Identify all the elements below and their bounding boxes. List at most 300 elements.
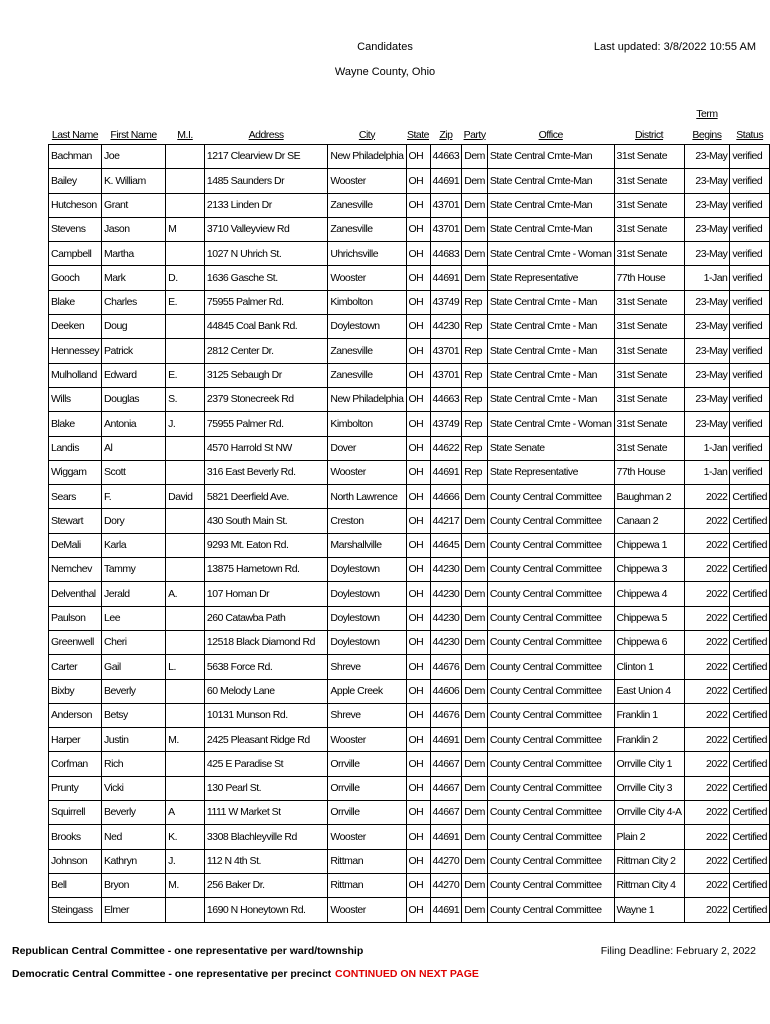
status-cell: Certified (730, 728, 770, 752)
party-cell: Dem (462, 630, 488, 654)
status-cell: verified (730, 460, 770, 484)
zip-cell: 43701 (430, 363, 462, 387)
term-begins-cell: 2022 (684, 509, 730, 533)
first-name-cell: Karla (102, 533, 166, 557)
status-cell: verified (730, 412, 770, 436)
mi-cell (166, 679, 205, 703)
status-cell: Certified (730, 606, 770, 630)
table-header-row (49, 94, 770, 145)
document-title: Candidates (357, 41, 413, 53)
republican-committee-note: Republican Central Committee - one representative per ward/township (12, 945, 364, 957)
last-updated-label: Last updated: 3/8/2022 10:55 AM (593, 41, 756, 53)
office-cell: County Central Committee (487, 898, 614, 922)
zip-cell: 44230 (430, 582, 462, 606)
mi-cell: A (166, 801, 205, 825)
table-row (49, 533, 770, 557)
table-row (49, 290, 770, 314)
party-cell: Dem (462, 752, 488, 776)
last-name-cell: Blake (49, 290, 102, 314)
district-cell: Rittman City 4 (614, 873, 684, 897)
first-name-cell: Justin (102, 728, 166, 752)
party-cell: Rep (462, 412, 488, 436)
district-cell: Baughman 2 (614, 485, 684, 509)
city-cell: Wooster (328, 728, 406, 752)
city-cell: Doylestown (328, 315, 406, 339)
party-cell: Dem (462, 582, 488, 606)
mi-cell: E. (166, 363, 205, 387)
last-name-cell: Squirrell (49, 801, 102, 825)
zip-cell: 44270 (430, 849, 462, 873)
term-begins-cell: 2022 (684, 606, 730, 630)
address-cell: 1217 Clearview Dr SE (204, 145, 327, 169)
mi-cell (166, 145, 205, 169)
state-cell: OH (406, 606, 430, 630)
party-cell: Dem (462, 873, 488, 897)
state-cell: OH (406, 558, 430, 582)
state-cell: OH (406, 776, 430, 800)
office-cell: State Representative (487, 460, 614, 484)
mi-cell (166, 436, 205, 460)
office-cell: State Central Cmte-Man (487, 145, 614, 169)
address-cell: 112 N 4th St. (204, 849, 327, 873)
table-row (49, 412, 770, 436)
table-row (49, 630, 770, 654)
header-term-line2: Begins (692, 128, 722, 141)
first-name-cell: Elmer (102, 898, 166, 922)
table-row (49, 679, 770, 703)
district-cell: Chippewa 4 (614, 582, 684, 606)
state-cell: OH (406, 873, 430, 897)
status-cell: Certified (730, 898, 770, 922)
table-row (49, 169, 770, 193)
party-cell: Rep (462, 339, 488, 363)
city-cell: Shreve (328, 703, 406, 727)
city-cell: Zanesville (328, 363, 406, 387)
address-cell: 5821 Deerfield Ave. (204, 485, 327, 509)
table-row (49, 728, 770, 752)
first-name-cell: Al (102, 436, 166, 460)
zip-cell: 44666 (430, 485, 462, 509)
status-cell: verified (730, 290, 770, 314)
zip-cell: 44270 (430, 873, 462, 897)
zip-cell: 44230 (430, 606, 462, 630)
district-cell: Wayne 1 (614, 898, 684, 922)
party-cell: Rep (462, 436, 488, 460)
city-cell: Kimbolton (328, 412, 406, 436)
office-cell: State Central Cmte - Man (487, 290, 614, 314)
state-cell: OH (406, 582, 430, 606)
first-name-cell: Antonia (102, 412, 166, 436)
zip-cell: 44663 (430, 145, 462, 169)
table-row (49, 825, 770, 849)
district-cell: 31st Senate (614, 387, 684, 411)
party-cell: Dem (462, 509, 488, 533)
term-begins-cell: 2022 (684, 655, 730, 679)
office-cell: State Central Cmte - Man (487, 315, 614, 339)
address-cell: 12518 Black Diamond Rd (204, 630, 327, 654)
last-name-cell: DeMali (49, 533, 102, 557)
party-cell: Dem (462, 217, 488, 241)
city-cell: Zanesville (328, 193, 406, 217)
office-cell: County Central Committee (487, 582, 614, 606)
district-cell: Chippewa 1 (614, 533, 684, 557)
party-cell: Dem (462, 558, 488, 582)
state-cell: OH (406, 242, 430, 266)
address-cell: 2133 Linden Dr (204, 193, 327, 217)
mi-cell: K. (166, 825, 205, 849)
zip-cell: 44691 (430, 169, 462, 193)
office-cell: County Central Committee (487, 752, 614, 776)
first-name-cell: Jason (102, 217, 166, 241)
city-cell: Wooster (328, 898, 406, 922)
table-row (49, 509, 770, 533)
mi-cell (166, 776, 205, 800)
header-last-name: Last Name (51, 128, 99, 141)
party-cell: Rep (462, 363, 488, 387)
party-cell: Dem (462, 655, 488, 679)
last-name-cell: Campbell (49, 242, 102, 266)
party-cell: Dem (462, 533, 488, 557)
first-name-cell: Patrick (102, 339, 166, 363)
last-name-cell: Anderson (49, 703, 102, 727)
term-begins-cell: 23-May (684, 315, 730, 339)
city-cell: Wooster (328, 825, 406, 849)
address-cell: 430 South Main St. (204, 509, 327, 533)
address-cell: 5638 Force Rd. (204, 655, 327, 679)
first-name-cell: Ned (102, 825, 166, 849)
district-cell: Orrville City 4-A (614, 801, 684, 825)
last-name-cell: Hutcheson (49, 193, 102, 217)
term-begins-cell: 2022 (684, 776, 730, 800)
table-row (49, 242, 770, 266)
state-cell: OH (406, 898, 430, 922)
first-name-cell: Joe (102, 145, 166, 169)
table-row (49, 436, 770, 460)
office-cell: County Central Committee (487, 606, 614, 630)
table-row (49, 266, 770, 290)
zip-cell: 44667 (430, 776, 462, 800)
city-cell: Rittman (328, 873, 406, 897)
address-cell: 2425 Pleasant Ridge Rd (204, 728, 327, 752)
district-cell: 31st Senate (614, 242, 684, 266)
status-cell: verified (730, 145, 770, 169)
status-cell: Certified (730, 679, 770, 703)
city-cell: Orrville (328, 801, 406, 825)
office-cell: State Central Cmte - Woman (487, 412, 614, 436)
status-cell: verified (730, 315, 770, 339)
zip-cell: 44230 (430, 630, 462, 654)
status-cell: Certified (730, 801, 770, 825)
address-cell: 3308 Blachleyville Rd (204, 825, 327, 849)
office-cell: County Central Committee (487, 801, 614, 825)
first-name-cell: Edward (102, 363, 166, 387)
party-cell: Rep (462, 387, 488, 411)
continued-notice: CONTINUED ON NEXT PAGE (335, 968, 479, 980)
party-cell: Dem (462, 898, 488, 922)
district-cell: Franklin 2 (614, 728, 684, 752)
zip-cell: 44622 (430, 436, 462, 460)
zip-cell: 44691 (430, 266, 462, 290)
address-cell: 1636 Gasche St. (204, 266, 327, 290)
district-cell: Orrville City 1 (614, 752, 684, 776)
state-cell: OH (406, 752, 430, 776)
state-cell: OH (406, 363, 430, 387)
status-cell: Certified (730, 752, 770, 776)
status-cell: verified (730, 217, 770, 241)
zip-cell: 44691 (430, 460, 462, 484)
district-cell: 31st Senate (614, 315, 684, 339)
party-cell: Dem (462, 485, 488, 509)
office-cell: County Central Committee (487, 776, 614, 800)
status-cell: Certified (730, 849, 770, 873)
status-cell: verified (730, 387, 770, 411)
office-cell: State Representative (487, 266, 614, 290)
zip-cell: 43701 (430, 217, 462, 241)
status-cell: Certified (730, 873, 770, 897)
city-cell: North Lawrence (328, 485, 406, 509)
office-cell: County Central Committee (487, 533, 614, 557)
city-cell: Creston (328, 509, 406, 533)
district-cell: Chippewa 6 (614, 630, 684, 654)
zip-cell: 44645 (430, 533, 462, 557)
address-cell: 10131 Munson Rd. (204, 703, 327, 727)
last-name-cell: Wills (49, 387, 102, 411)
address-cell: 3125 Sebaugh Dr (204, 363, 327, 387)
city-cell: Wooster (328, 460, 406, 484)
mi-cell (166, 630, 205, 654)
zip-cell: 44691 (430, 825, 462, 849)
party-cell: Dem (462, 849, 488, 873)
mi-cell (166, 169, 205, 193)
last-name-cell: Bailey (49, 169, 102, 193)
zip-cell: 43701 (430, 193, 462, 217)
first-name-cell: Grant (102, 193, 166, 217)
city-cell: Zanesville (328, 339, 406, 363)
state-cell: OH (406, 485, 430, 509)
status-cell: Certified (730, 703, 770, 727)
party-cell: Dem (462, 266, 488, 290)
address-cell: 1485 Saunders Dr (204, 169, 327, 193)
office-cell: State Central Cmte - Man (487, 363, 614, 387)
table-row (49, 387, 770, 411)
city-cell: Shreve (328, 655, 406, 679)
state-cell: OH (406, 145, 430, 169)
status-cell: Certified (730, 582, 770, 606)
status-cell: Certified (730, 533, 770, 557)
address-cell: 130 Pearl St. (204, 776, 327, 800)
district-cell: 31st Senate (614, 339, 684, 363)
first-name-cell: Charles (102, 290, 166, 314)
header-mi: M.I. (177, 128, 193, 141)
zip-cell: 44676 (430, 655, 462, 679)
term-begins-cell: 23-May (684, 339, 730, 363)
first-name-cell: Bryon (102, 873, 166, 897)
header-first-name: First Name (110, 128, 157, 141)
header-district: District (634, 128, 664, 141)
mi-cell (166, 509, 205, 533)
status-cell: verified (730, 242, 770, 266)
term-begins-cell: 1-Jan (684, 460, 730, 484)
mi-cell: A. (166, 582, 205, 606)
last-name-cell: Landis (49, 436, 102, 460)
term-begins-cell: 1-Jan (684, 436, 730, 460)
mi-cell (166, 606, 205, 630)
office-cell: County Central Committee (487, 703, 614, 727)
last-name-cell: Mulholland (49, 363, 102, 387)
state-cell: OH (406, 728, 430, 752)
city-cell: Rittman (328, 849, 406, 873)
term-begins-cell: 23-May (684, 145, 730, 169)
first-name-cell: Kathryn (102, 849, 166, 873)
last-name-cell: Delventhal (49, 582, 102, 606)
term-begins-cell: 23-May (684, 387, 730, 411)
first-name-cell: Gail (102, 655, 166, 679)
last-name-cell: Deeken (49, 315, 102, 339)
term-begins-cell: 23-May (684, 169, 730, 193)
state-cell: OH (406, 849, 430, 873)
district-cell: 31st Senate (614, 169, 684, 193)
last-name-cell: Bell (49, 873, 102, 897)
first-name-cell: Rich (102, 752, 166, 776)
table-row (49, 801, 770, 825)
status-cell: Certified (730, 485, 770, 509)
city-cell: New Philadelphia (328, 145, 406, 169)
address-cell: 256 Baker Dr. (204, 873, 327, 897)
city-cell: Doylestown (328, 606, 406, 630)
party-cell: Rep (462, 290, 488, 314)
state-cell: OH (406, 630, 430, 654)
status-cell: Certified (730, 558, 770, 582)
state-cell: OH (406, 509, 430, 533)
term-begins-cell: 2022 (684, 728, 730, 752)
party-cell: Dem (462, 825, 488, 849)
address-cell: 75955 Palmer Rd. (204, 412, 327, 436)
filing-deadline: Filing Deadline: February 2, 2022 (600, 945, 756, 957)
district-cell: 31st Senate (614, 217, 684, 241)
last-name-cell: Corfman (49, 752, 102, 776)
zip-cell: 44606 (430, 679, 462, 703)
table-row (49, 703, 770, 727)
district-cell: 31st Senate (614, 145, 684, 169)
mi-cell (166, 703, 205, 727)
first-name-cell: Dory (102, 509, 166, 533)
district-cell: 31st Senate (614, 363, 684, 387)
first-name-cell: Beverly (102, 679, 166, 703)
last-name-cell: Johnson (49, 849, 102, 873)
mi-cell: S. (166, 387, 205, 411)
table-row (49, 193, 770, 217)
address-cell: 2379 Stonecreek Rd (204, 387, 327, 411)
office-cell: State Central Cmte-Man (487, 193, 614, 217)
term-begins-cell: 23-May (684, 242, 730, 266)
status-cell: Certified (730, 825, 770, 849)
status-cell: Certified (730, 630, 770, 654)
address-cell: 2812 Center Dr. (204, 339, 327, 363)
district-cell: Rittman City 2 (614, 849, 684, 873)
first-name-cell: Mark (102, 266, 166, 290)
table-row (49, 460, 770, 484)
status-cell: Certified (730, 776, 770, 800)
table-row (49, 873, 770, 897)
district-cell: 31st Senate (614, 436, 684, 460)
candidates-table (48, 94, 770, 923)
party-cell: Dem (462, 169, 488, 193)
last-name-cell: Carter (49, 655, 102, 679)
state-cell: OH (406, 217, 430, 241)
democratic-committee-note: Democratic Central Committee - one representative per precinct (12, 968, 332, 980)
table-row (49, 339, 770, 363)
last-name-cell: Bixby (49, 679, 102, 703)
last-name-cell: Paulson (49, 606, 102, 630)
term-begins-cell: 2022 (684, 630, 730, 654)
first-name-cell: Beverly (102, 801, 166, 825)
term-begins-cell: 2022 (684, 849, 730, 873)
mi-cell (166, 193, 205, 217)
party-cell: Dem (462, 776, 488, 800)
table-row (49, 485, 770, 509)
office-cell: State Central Cmte-Man (487, 217, 614, 241)
zip-cell: 44230 (430, 315, 462, 339)
state-cell: OH (406, 801, 430, 825)
table-row (49, 558, 770, 582)
district-cell: Canaan 2 (614, 509, 684, 533)
city-cell: New Philadelphia (328, 387, 406, 411)
district-cell: Plain 2 (614, 825, 684, 849)
first-name-cell: F. (102, 485, 166, 509)
table-row (49, 655, 770, 679)
zip-cell: 44676 (430, 703, 462, 727)
state-cell: OH (406, 679, 430, 703)
mi-cell: J. (166, 412, 205, 436)
table-row (49, 582, 770, 606)
first-name-cell: Scott (102, 460, 166, 484)
document-subtitle: Wayne County, Ohio (334, 66, 436, 78)
party-cell: Dem (462, 145, 488, 169)
last-name-cell: Hennessey (49, 339, 102, 363)
last-name-cell: Brooks (49, 825, 102, 849)
term-begins-cell: 2022 (684, 533, 730, 557)
address-cell: 316 East Beverly Rd. (204, 460, 327, 484)
office-cell: State Central Cmte - Woman (487, 242, 614, 266)
office-cell: County Central Committee (487, 849, 614, 873)
district-cell: 77th House (614, 460, 684, 484)
district-cell: Chippewa 5 (614, 606, 684, 630)
term-begins-cell: 23-May (684, 412, 730, 436)
last-name-cell: Blake (49, 412, 102, 436)
first-name-cell: Betsy (102, 703, 166, 727)
zip-cell: 44691 (430, 728, 462, 752)
office-cell: County Central Committee (487, 873, 614, 897)
zip-cell: 44691 (430, 898, 462, 922)
table-row (49, 776, 770, 800)
status-cell: Certified (730, 509, 770, 533)
term-begins-cell: 2022 (684, 703, 730, 727)
term-begins-cell: 2022 (684, 679, 730, 703)
state-cell: OH (406, 825, 430, 849)
office-cell: County Central Committee (487, 655, 614, 679)
header-city: City (358, 128, 375, 141)
mi-cell: M (166, 217, 205, 241)
city-cell: Orrville (328, 776, 406, 800)
party-cell: Dem (462, 728, 488, 752)
address-cell: 44845 Coal Bank Rd. (204, 315, 327, 339)
term-begins-cell: 2022 (684, 485, 730, 509)
address-cell: 425 E Paradise St (204, 752, 327, 776)
district-cell: 77th House (614, 266, 684, 290)
table-row (49, 606, 770, 630)
office-cell: County Central Committee (487, 509, 614, 533)
city-cell: Marshallville (328, 533, 406, 557)
